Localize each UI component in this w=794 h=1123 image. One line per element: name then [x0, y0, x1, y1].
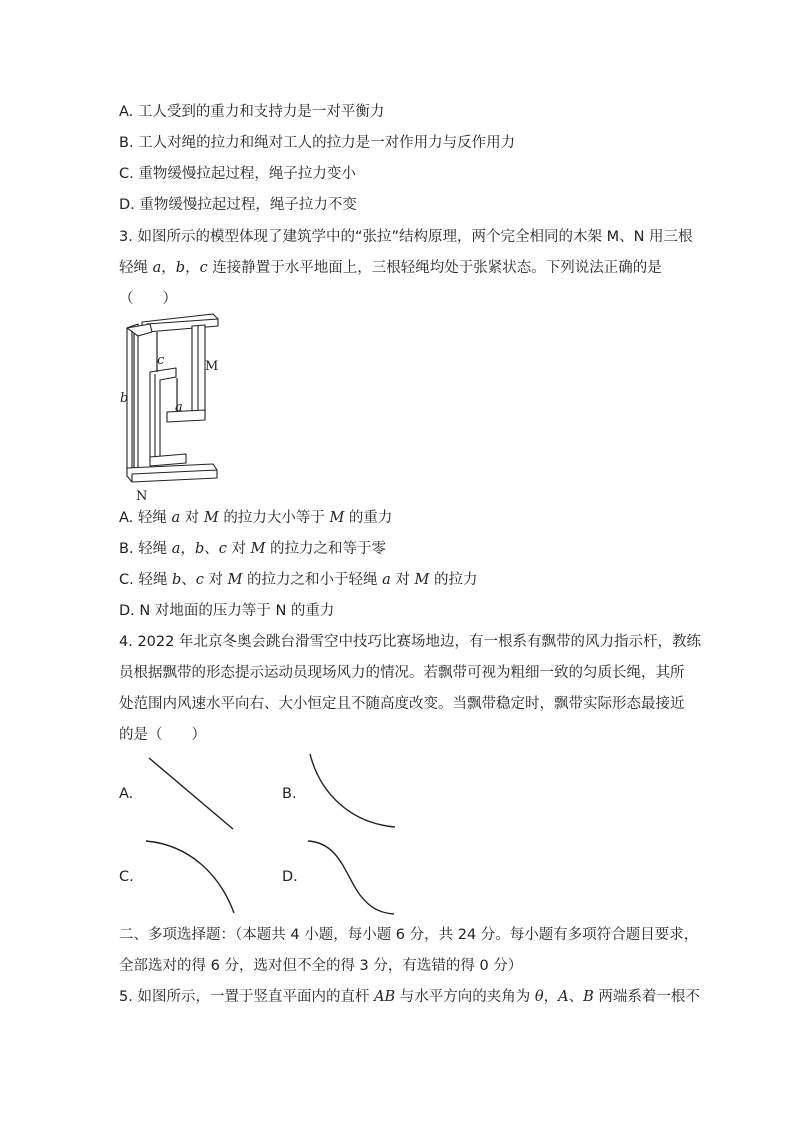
- q2-option-d: D. 重物缓慢拉起过程，绳子拉力不变: [119, 197, 357, 213]
- label-c: c: [157, 353, 165, 368]
- q4-stem-line4: 的是（ ）: [119, 727, 206, 743]
- q2-option-a: A. 工人受到的重力和支持力是一对平衡力: [119, 104, 385, 120]
- q3-figure-tension-frames: [110, 310, 230, 506]
- q3-stem-line2: 轻绳 a，b，c 连接静置于水平地面上，三根轻绳均处于张紧状态。下列说法正确的是: [119, 260, 662, 276]
- q4-option-b-ribbon: [300, 748, 400, 833]
- q3-stem-line1: 3. 如图所示的模型体现了建筑学中的“张拉”结构原理，两个完全相同的木架 M、N 用三根: [119, 229, 693, 245]
- q3-stem-line3: （ ）: [119, 291, 177, 307]
- q2-option-c: C. 重物缓慢拉起过程，绳子拉力变小: [119, 166, 356, 182]
- q4-option-d-ribbon: [300, 835, 400, 920]
- q3-option-d: D. N 对地面的压力等于 N 的重力: [119, 603, 335, 619]
- q4-stem-line3: 处范围内风速水平向右、大小恒定且不随高度改变。当飘带稳定时，飘带实际形态最接近: [119, 696, 685, 712]
- q3-option-c: C. 轻绳 b、c 对 M 的拉力之和小于轻绳 a 对 M 的拉力: [119, 572, 478, 588]
- label-m: M: [205, 359, 219, 374]
- q4-option-d-label: D.: [282, 869, 298, 885]
- label-n: N: [136, 489, 148, 504]
- label-b: b: [120, 391, 129, 406]
- q4-option-c-ribbon: [140, 835, 240, 920]
- q3-option-b: B. 轻绳 a，b、c 对 M 的拉力之和等于零: [119, 541, 387, 557]
- section2-heading-line2: 全部选对的得 6 分，选对但不全的得 3 分，有选错的得 0 分）: [119, 958, 523, 974]
- q4-option-c-label: C.: [119, 869, 134, 885]
- section2-heading-line1: 二、多项选择题：（本题共 4 小题，每小题 6 分，共 24 分。每小题有多项符合题目要求，: [119, 927, 699, 943]
- q4-stem-line2: 员根据飘带的形态提示运动员现场风力的情况。若飘带可视为粗细一致的匀质长绳，其所: [119, 665, 685, 681]
- q4-option-b-label: B.: [282, 786, 297, 802]
- q4-stem-line1: 4. 2022 年北京冬奥会跳台滑雪空中技巧比赛场地边，有一根系有飘带的风力指示杆，教练: [119, 634, 701, 650]
- q4-option-a-label: A.: [119, 786, 134, 802]
- q5-stem-line1: 5. 如图所示，一置于竖直平面内的直杆 AB 与水平方向的夹角为 θ，A、B 两端系着一根不: [119, 989, 700, 1005]
- q2-option-b: B. 工人对绳的拉力和绳对工人的拉力是一对作用力与反作用力: [119, 135, 516, 151]
- label-a: a: [175, 400, 183, 415]
- q3-option-a: A. 轻绳 a 对 M 的拉力大小等于 M 的重力: [119, 510, 393, 526]
- q4-option-a-ribbon: [140, 750, 240, 835]
